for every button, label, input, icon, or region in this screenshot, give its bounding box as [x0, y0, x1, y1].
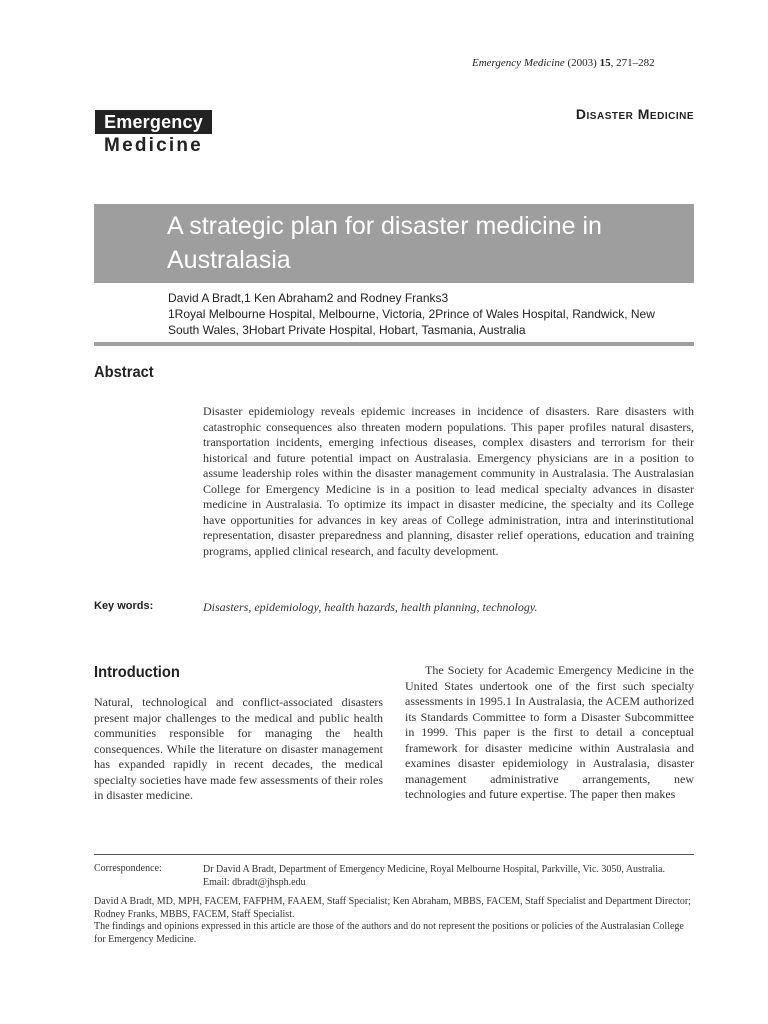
- journal-pages: , 271–282: [610, 57, 655, 69]
- author-credentials: David A Bradt, MD, MPH, FACEM, FAFPHM, FAAEM, Staff Specialist; Ken Abraham, MBBS, FACEM, Staff Specialist and Department Director; Rodney Franks, MBBS, FACEM, Staff Specialist.: [94, 896, 691, 920]
- logo-line-2: Medicine: [104, 135, 203, 156]
- journal-logo: [95, 110, 212, 157]
- abstract-text: Disaster epidemiology reveals epidemic increases in incidence of disasters. Rare disasters with catastrophic consequences also threaten modern populations. This paper profiles natural disasters, transportation incidents, emerging infectious diseases, complex disasters and terrorism for their historical and future potential impact on Australasia. Emergency physicians are in a position to assume leadership roles within the disaster management community in Australasia. The Australasian College for Emergency Medicine is in a position to lead medical specialty advances in disaster medicine in Australasia. To optimize its impact in disaster medicine, the specialty and its College have opportunities for advances in key areas of College administration, intra and interinstitutional representation, disaster preparedness and planning, disaster relief operations, education and training programs, applied clinical research, and faculty development.: [203, 404, 694, 558]
- author-names: David A Bradt,1 Ken Abraham2 and Rodney Franks3: [168, 291, 449, 305]
- keywords-text: Disasters, epidemiology, health hazards, health planning, technology.: [203, 600, 538, 614]
- journal-name: Emergency Medicine: [472, 57, 565, 69]
- introduction-heading: Introduction: [94, 664, 180, 681]
- logo-line-1: Emergency: [95, 110, 212, 134]
- correspondence-label: Correspondence:: [94, 863, 162, 874]
- section-label: Disaster Medicine: [575, 106, 694, 122]
- disclaimer: The findings and opinions expressed in this article are those of the authors and do not represent the positions or policies of the Australasian College for Emergency Medicine.: [94, 921, 684, 945]
- correspondence-block: [203, 863, 694, 889]
- correspondence-address: Dr David A Bradt, Department of Emergency Medicine, Royal Melbourne Hospital, Parkville, Vic. 3050, Australia.: [203, 864, 665, 875]
- article-title: A strategic plan for disaster medicine in Australasia: [167, 212, 602, 274]
- footnotes: [94, 896, 694, 946]
- introduction-paragraph-2: The Society for Academic Emergency Medicine in the United States undertook one of the first such specialty assessments in 1995.1 In Australasia, the ACEM authorized its Standards Committee to form a Disaster Subcommittee in 1999. This paper is the first to detail a conceptual framework for disaster medicine within Australasia and examines disaster epidemiology in Australasia, disaster management administrative arrangements, new technologies and future expertise. The paper then makes: [405, 663, 694, 801]
- journal-year: (2003): [567, 57, 597, 69]
- footer-divider: [94, 854, 694, 855]
- keywords-label: Key words:: [94, 600, 154, 612]
- abstract-heading: Abstract: [94, 364, 154, 381]
- title-divider: [94, 342, 694, 346]
- correspondence-email[interactable]: Email: dbradt@jhsph.edu: [203, 877, 306, 888]
- introduction-column-right: [405, 663, 694, 803]
- introduction-paragraph-1: Natural, technological and conflict-associated disasters present major challenges to the medical and public health communities responsible for managing the health consequences. While the literature on disaster management has expanded rapidly in recent decades, the medical specialty societies have made few assessments of their roles in disaster medicine.: [94, 695, 383, 802]
- introduction-column-left: [94, 695, 383, 804]
- author-affiliations: 1Royal Melbourne Hospital, Melbourne, Victoria, 2Prince of Wales Hospital, Randwick, New South Wales, 3Hobart Private Hospital, Hobart, Tasmania, Australia: [168, 307, 655, 337]
- journal-citation: [472, 57, 655, 69]
- author-block: [168, 290, 688, 338]
- title-banner: [94, 204, 694, 283]
- journal-volume: 15: [599, 57, 611, 69]
